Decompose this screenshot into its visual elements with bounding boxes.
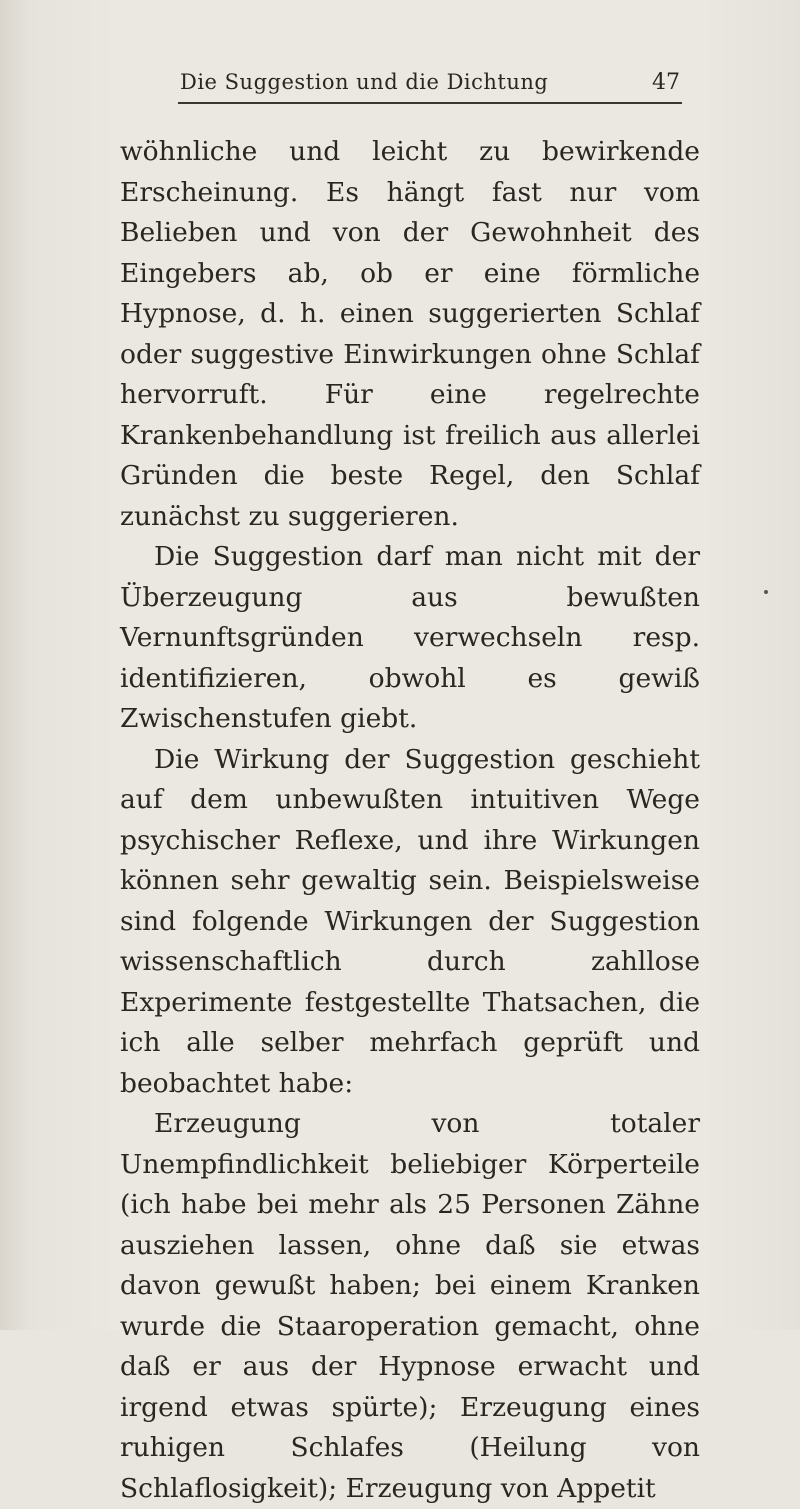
margin-mark — [764, 590, 768, 594]
paragraph: Erzeugung von totaler Unempfindlichkeit beliebiger Körperteile (ich habe bei mehr als 25 Personen Zähne ausziehen lassen, ohne daß sie etwas davon gewußt haben; bei einem Kranken wurde die Staaroperation gemacht, ohne daß er aus der Hypnose erwacht und irgend etwas spürte); Erzeugung eines ruhigen Schlafes (Heilung von Schlaflosigkeit); Erzeugung von Appetit — [120, 1108, 700, 1504]
running-title: Die Suggestion und die Dichtung — [180, 70, 549, 94]
paragraph: wöhnliche und leicht zu bewirkende Erscheinung. Es hängt fast nur vom Belieben und von der Gewohnheit des Eingebers ab, ob er eine förmliche Hypnose, d. h. einen suggerierten Schlaf oder suggestive Einwirkungen ohne Schlaf hervorruft. Für eine regelrechte Krankenbehandlung ist freilich aus allerlei Gründen die beste Regel, den Schlaf zunächst zu suggerieren. — [120, 136, 700, 532]
header-rule — [178, 102, 682, 104]
page-header — [180, 70, 680, 104]
page-number: 47 — [652, 70, 680, 95]
paragraph: Die Wirkung der Suggestion geschieht auf dem unbewußten intuitiven Wege psychischer Reflexe, und ihre Wirkungen können sehr gewaltig sein. Beispielsweise sind folgende Wirkungen der Suggestion wissenschaftlich durch zahllose Experimente festgestellte Thatsachen, die ich alle selber mehrfach geprüft und beobachtet habe: — [120, 743, 700, 1099]
paragraph: Die Suggestion darf man nicht mit der Überzeugung aus bewußten Vernunftsgründen verwechseln resp. identifizieren, obwohl es gewiß Zwischenstufen giebt. — [120, 541, 700, 734]
body-text — [120, 132, 700, 1509]
